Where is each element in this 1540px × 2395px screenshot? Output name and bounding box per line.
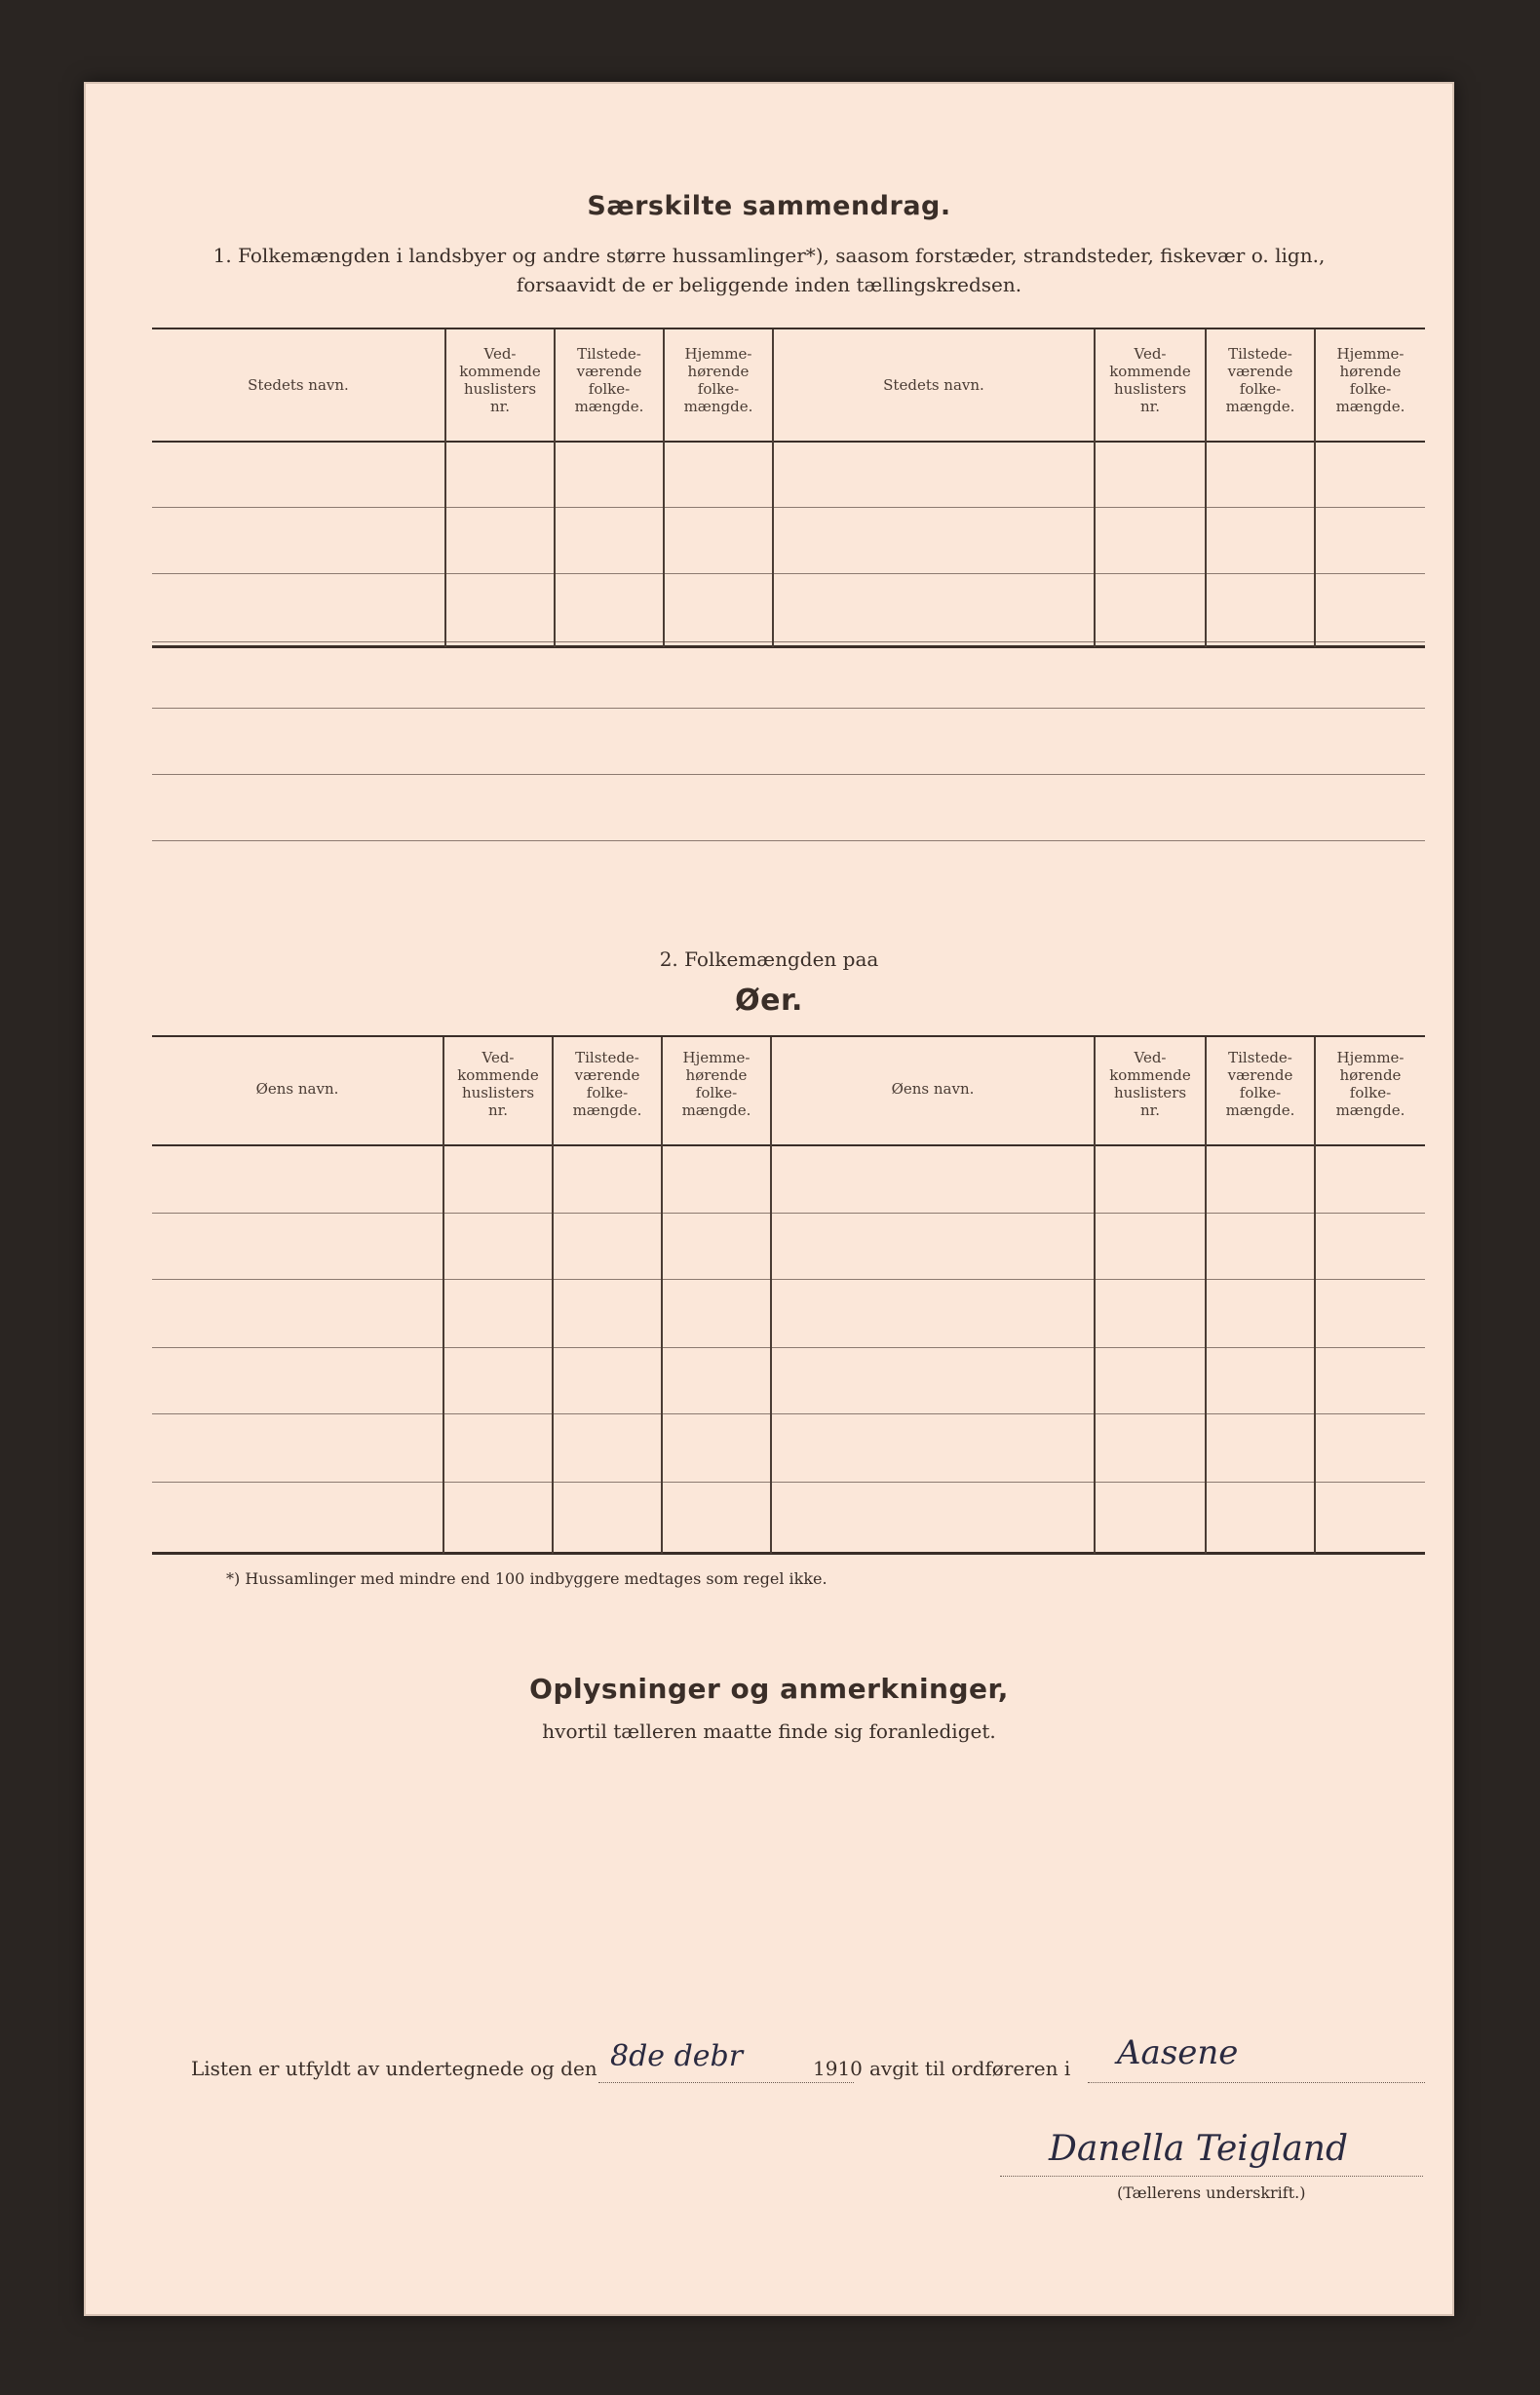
col-hjemmehorende-right-2: Hjemme- hørende folke- mængde.: [1335, 1049, 1405, 1119]
col-tilstedevaerende-left: Tilstede- værende folke- mængde.: [574, 345, 644, 415]
col-hjemmehorende-left: Hjemme- hørende folke- mængde.: [683, 345, 753, 415]
date-handwritten: 8de debr: [610, 2039, 744, 2073]
col-huslisters-nr-right-2: Ved- kommende huslisters nr.: [1109, 1049, 1191, 1119]
place-handwritten: Aasene: [1117, 2033, 1239, 2072]
col-hjemmehorende-left-2: Hjemme- hørende folke- mængde.: [681, 1049, 751, 1119]
col-tilstedevaerende-right-2: Tilstede- værende folke- mængde.: [1225, 1049, 1295, 1119]
ordforeren-text: avgit til ordføreren i: [869, 2057, 1071, 2080]
col-hjemmehorende-right: Hjemme- hørende folke- mængde.: [1335, 345, 1405, 415]
section1-number: 1.: [212, 244, 232, 267]
census-form-page: [84, 82, 1454, 2316]
section1-line2: forsaavidt de er beliggende inden tællingskredsen.: [516, 273, 1022, 296]
col-tilstedevaerende-left-2: Tilstede- værende folke- mængde.: [572, 1049, 642, 1119]
col-huslisters-nr-right: Ved- kommende huslisters nr.: [1109, 345, 1191, 415]
section1-heading: [84, 244, 1454, 267]
year-text: 1910: [813, 2057, 863, 2080]
col-stedets-navn-left: Stedets navn.: [248, 376, 349, 394]
col-huslisters-nr-left-2: Ved- kommende huslisters nr.: [457, 1049, 539, 1119]
col-stedets-navn-right: Stedets navn.: [883, 376, 984, 394]
oer-table: [152, 1035, 1425, 1556]
col-tilstedevaerende-right: Tilstede- værende folke- mængde.: [1225, 345, 1295, 415]
remarks-title: Oplysninger og anmerkninger,: [529, 1673, 1009, 1705]
landsbyer-table: [152, 328, 1425, 649]
col-oens-navn-left: Øens navn.: [255, 1080, 339, 1098]
remarks-subtitle: hvortil tælleren maatte finde sig foranlediget.: [542, 1719, 996, 1743]
section2-title: Øer.: [735, 984, 803, 1018]
section2-heading: 2. Folkemængden paa: [659, 947, 879, 971]
page-title: Særskilte sammendrag.: [587, 191, 951, 221]
footnote: *) Hussamlinger med mindre end 100 indbyggere medtages som regel ikke.: [226, 1569, 828, 1588]
section1-line1: Folkemængden i landsbyer og andre større hussamlinger*), saasom forstæder, strandsteder, fiskevær o. lign.,: [238, 244, 1326, 267]
col-oens-navn-right: Øens navn.: [891, 1080, 975, 1098]
col-huslisters-nr-left: Ved- kommende huslisters nr.: [459, 345, 541, 415]
signature-caption: (Tællerens underskrift.): [1117, 2183, 1306, 2202]
signature-handwritten: Danella Teigland: [1049, 2129, 1349, 2169]
listen-text: Listen er utfyldt av undertegnede og den: [191, 2057, 597, 2080]
